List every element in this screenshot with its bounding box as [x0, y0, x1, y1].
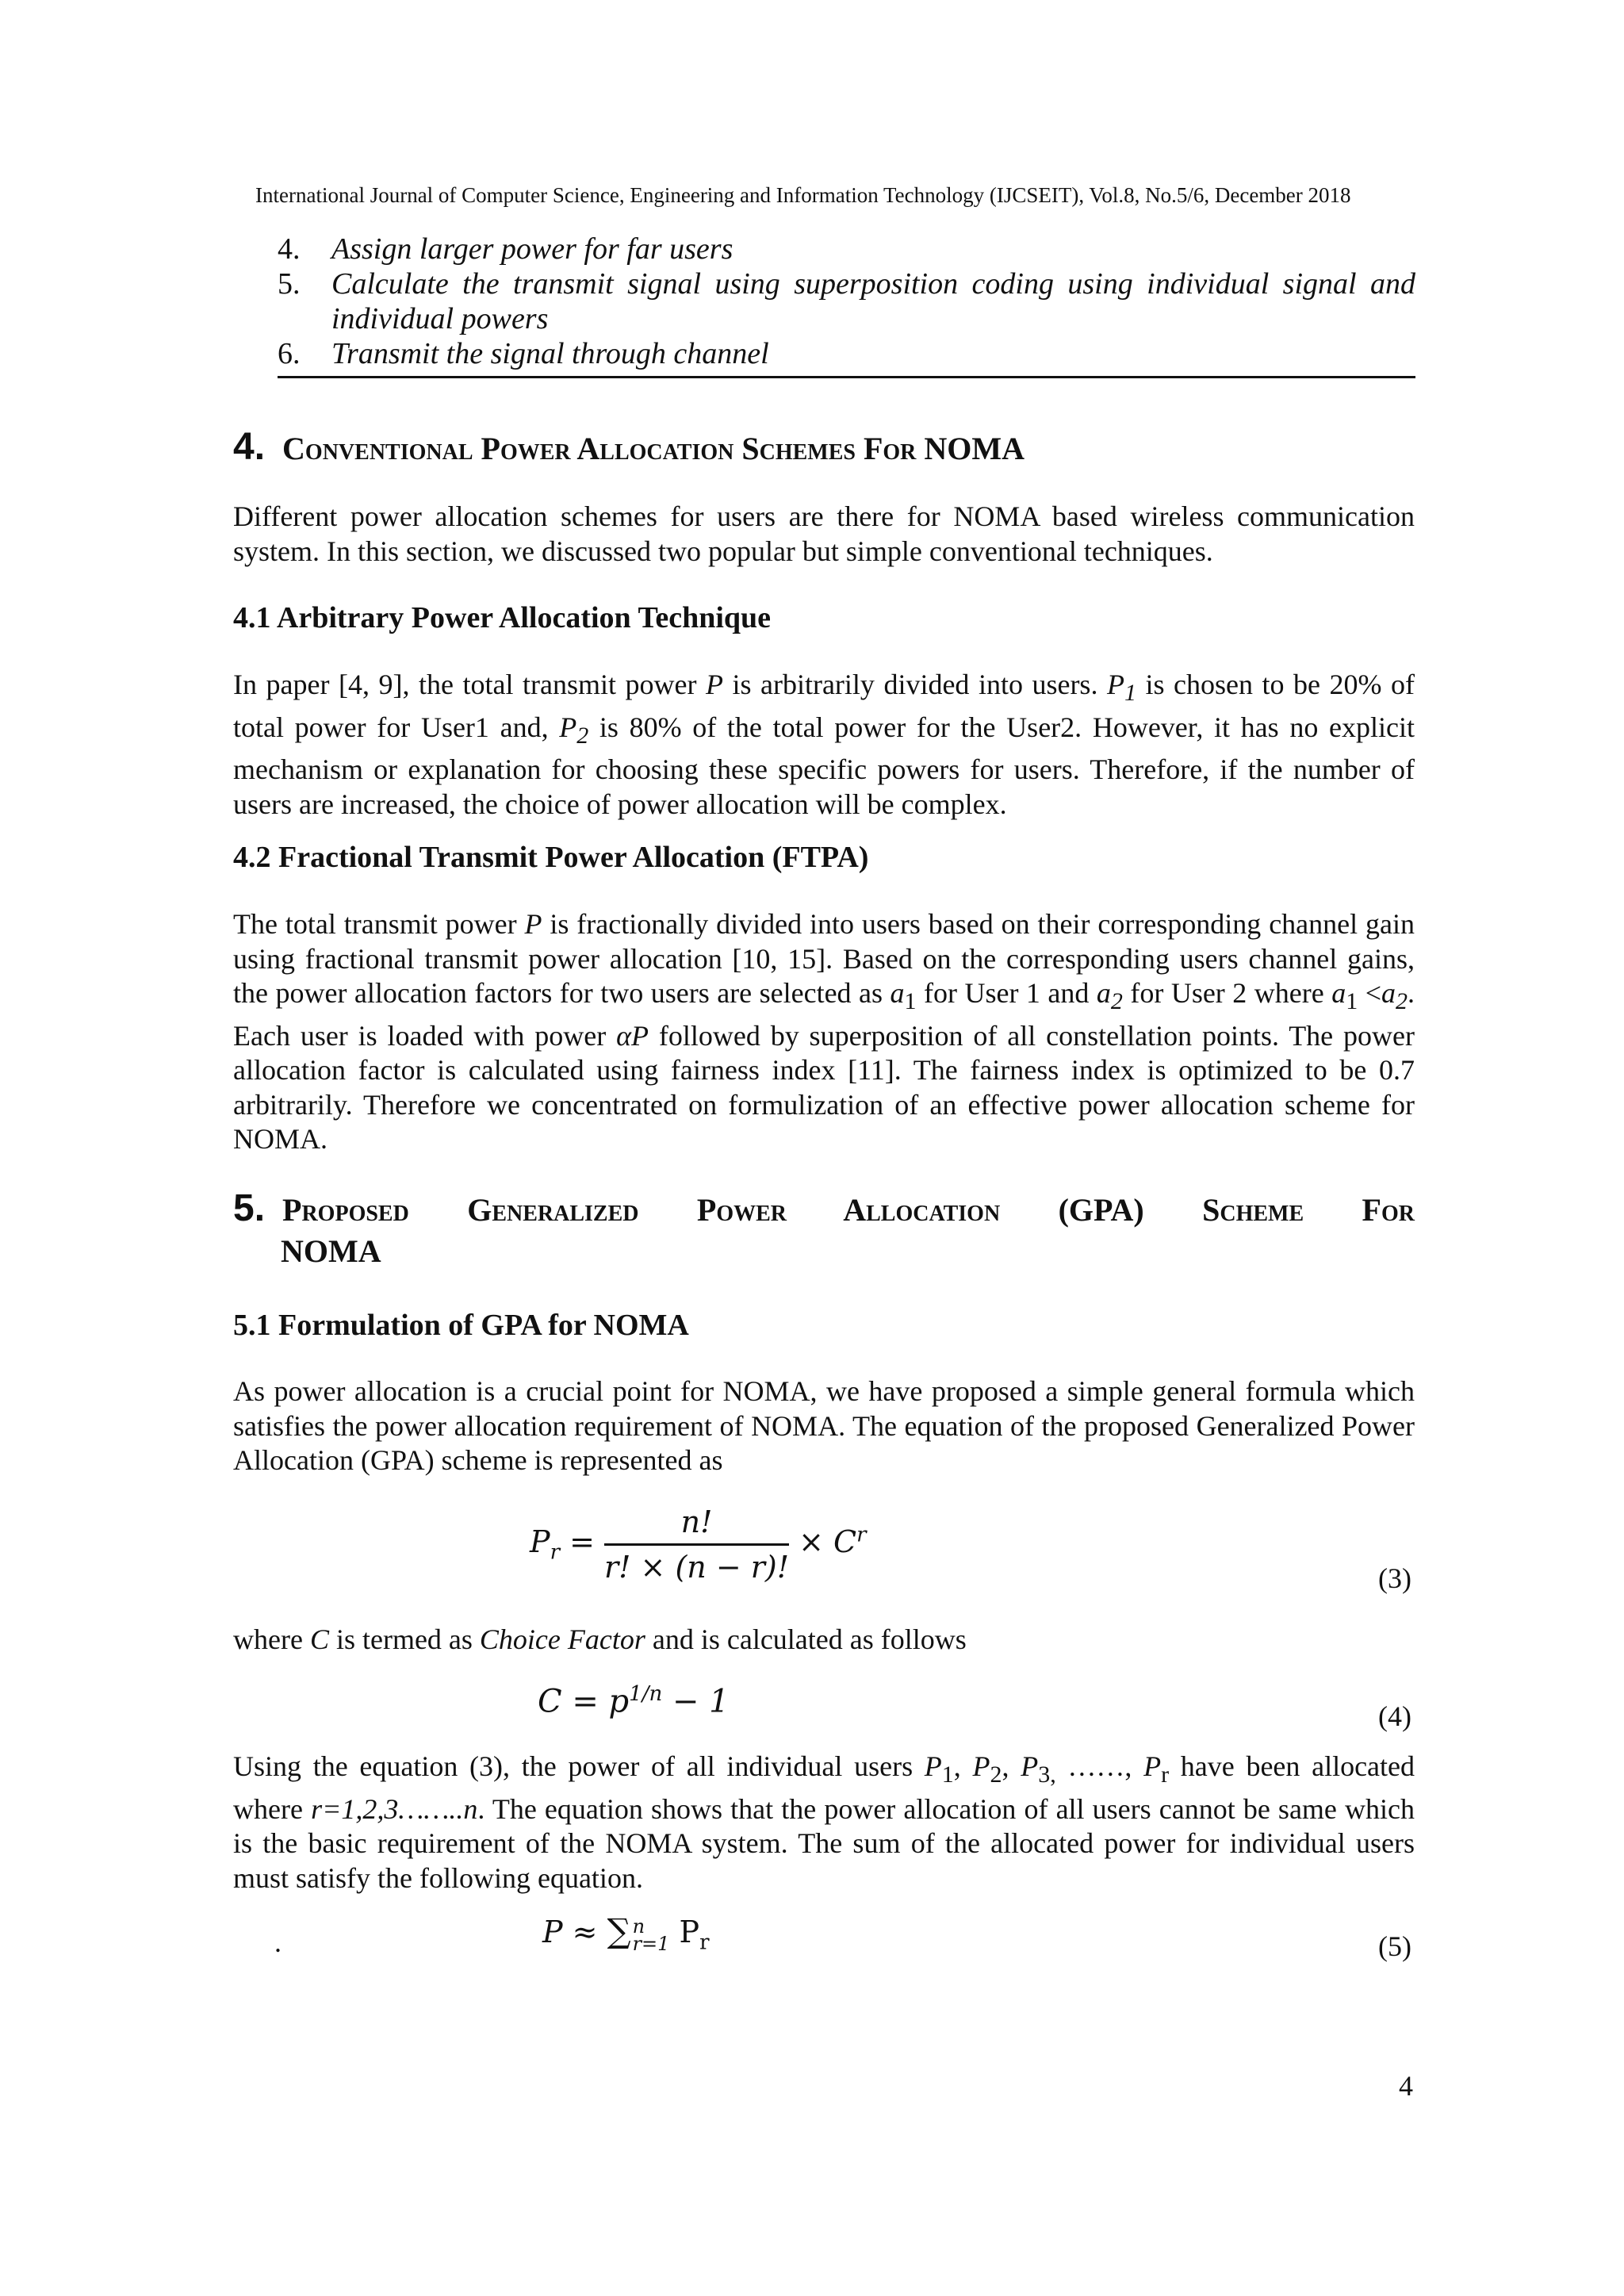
equation-4-number: (4) [1378, 1700, 1411, 1732]
equation-5-number: (5) [1378, 1930, 1411, 1962]
section-title: Conventional Power Allocation Schemes For NOMA [282, 431, 1025, 466]
subsection-4-2-heading: 4.2 Fractional Transmit Power Allocation (FTPA) [233, 841, 869, 874]
subsection-4-2-paragraph: The total transmit power P is fractionally divided into users based on their corresponding channel gain using fractional transmit power allocation [10, 15]. Based on the corresponding users channel gains, the power allocation factors for two users are selected as $a_1$ for User 1 and $a_2$ for User 2 where $a_1 <a_2$. Each user is loaded with power αP followed by superposition of all constellation points. The power allocation factor is calculated using fairness index [11]. The fairness index is optimized to be 0.7 arbitrarily. Therefore we concentrated on formulization of an effective power allocation scheme for NOMA. [233, 908, 1415, 1156]
step-text: Calculate the transmit signal using superposition coding using individual signal and individual powers [331, 267, 1415, 335]
step-number: 4. [278, 232, 301, 266]
choice-factor-text: where C is termed as Choice Factor and is calculated as follows [233, 1623, 967, 1655]
section-4-heading [233, 427, 1415, 470]
algorithm-step [278, 232, 1415, 266]
subsection-5-1-heading: 5.1 Formulation of GPA for NOMA [233, 1309, 689, 1342]
algorithm-step [278, 266, 1415, 336]
subsection-4-1-paragraph: In paper [4, 9], the total transmit power P is arbitrarily divided into users. $P_1$ is chosen to be 20% of total power for User1 and, $P_2$ is 80% of the total power for the User2. However, it has no explicit mechanism or explanation for choosing these specific powers for users. Therefore, if the number of users are increased, the choice of power allocation will be complex. [233, 669, 1415, 820]
section-4-intro: Different power allocation schemes for users are there for NOMA based wireless communication system. In this section, we discussed two popular but simple conventional techniques. [233, 500, 1415, 567]
section-number: 4. [233, 426, 266, 468]
page-number: 4 [1399, 2070, 1413, 2102]
equation-3: $P_r$ = $\frac{n!}{r! \times (n - r)!}$ × $C^r$ [530, 1504, 867, 1585]
subsection-4-1-heading: 4.1 Arbitrary Power Allocation Technique [233, 601, 772, 634]
section-number: 5. [233, 1187, 266, 1229]
step-text: Transmit the signal through channel [331, 337, 769, 370]
section-5-heading-line-2: NOMA [281, 1233, 381, 1269]
stray-dot: . [274, 1926, 282, 1958]
step-number: 5. [278, 267, 301, 301]
step-text: Assign larger power for far users [331, 232, 733, 266]
subsection-5-1-paragraph: As power allocation is a crucial point for NOMA, we have proposed a simple general formula which satisfies the power allocation requirement of NOMA. The equation of the proposed Generalized Power Allocation (GPA) scheme is represented as [233, 1375, 1415, 1476]
allocation-paragraph: Using the equation (3), the power of all individual users $P_1$, $P_2$, $P_{3,}$ ……, $P_r$ have been allocated where r=1,2,3……..n. The equation shows that the power allocation of all users cannot be same which is the basic requirement of the NOMA system. The sum of the allocated power for individual users must satisfy the following equation. [233, 1750, 1415, 1894]
algorithm-step [278, 336, 1415, 371]
equation-3-fraction: $\frac{n!}{r! \times (n - r)!}$ [604, 1504, 790, 1585]
running-header: International Journal of Computer Science, Engineering and Information Technology (IJCSEIT), Vol.8, No.5/6, December 2018 [255, 183, 1351, 207]
equation-3-number: (3) [1378, 1562, 1411, 1594]
algorithm-steps [278, 232, 1415, 371]
section-5-heading [233, 1188, 1415, 1231]
section-title-line-1: Proposed Generalized Power Allocation (GPA) Scheme For [282, 1192, 1415, 1228]
equation-4: $C = p^{1/n} - 1$ [538, 1682, 730, 1720]
equation-5: P ≈ ∑ n r=1 $P_r$ [542, 1911, 710, 1955]
step-number: 6. [278, 337, 301, 370]
algorithm-bottom-rule [278, 376, 1415, 378]
